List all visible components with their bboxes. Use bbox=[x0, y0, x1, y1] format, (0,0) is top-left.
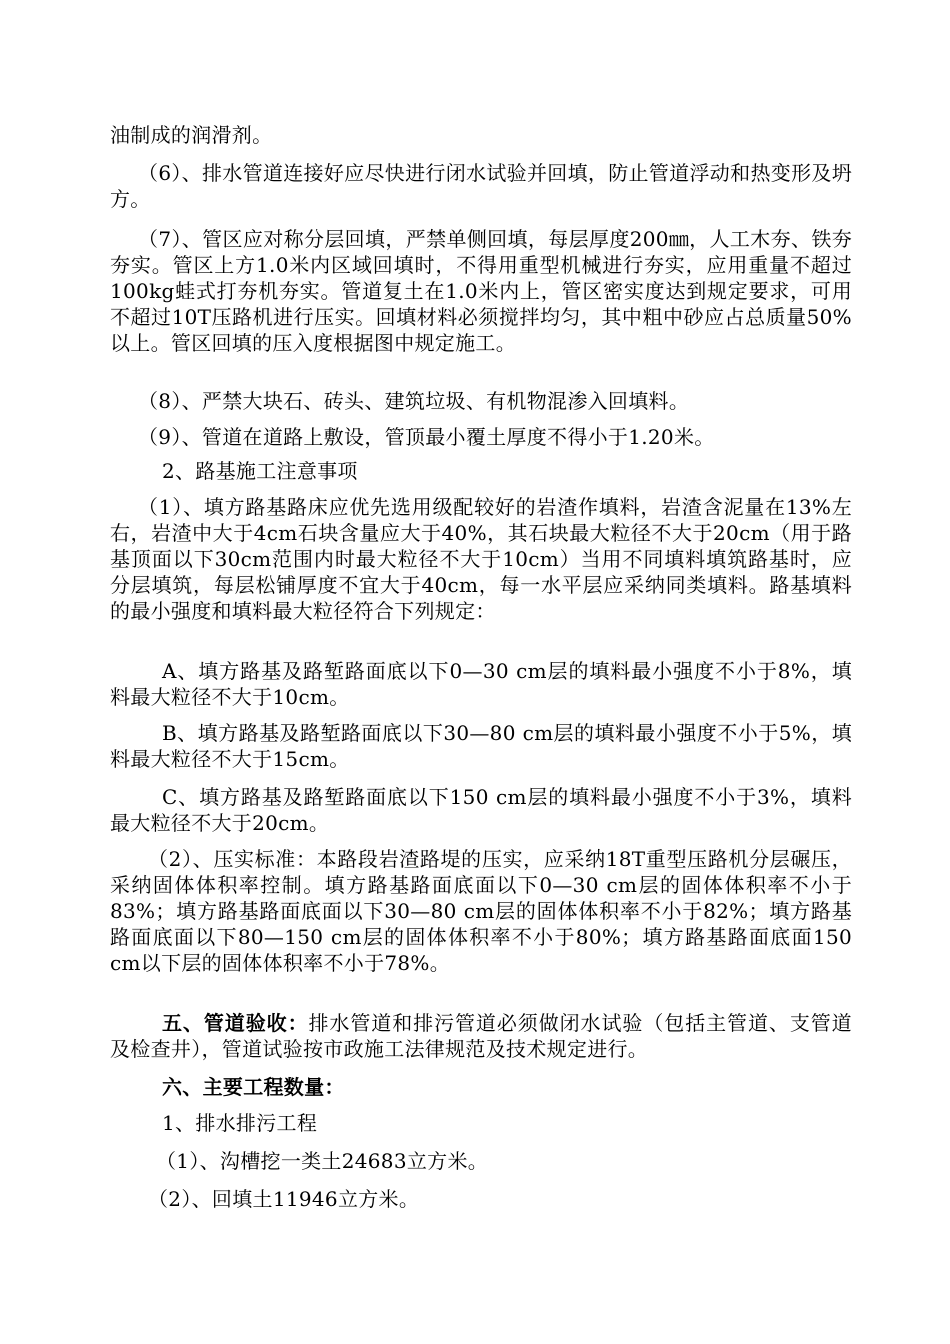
list-item: （2）、回填土11946立方米。 bbox=[148, 1187, 420, 1211]
paragraph: （7）、管区应对称分层回填，严禁单侧回填，每层厚度200㎜，人工木夯、铁夯夯实。管区上方1.0米内区域回填时，不得用重型机械进行夯实，应用重量不超过100kg蛙式打夯机夯实。管道复土在1.0米内上，管区密实度达到规定要求，可用不超过10T压路机进行压实。回填材料必须搅拌均匀，其中粗中砂应占总质量50%以上。管区回填的压入度根据图中规定施工。 bbox=[110, 227, 852, 355]
paragraph-text: 排水管道和排污管道必须做闭水试验（包括主管道、支管道及检查井），管道试验按市政施工法律规范及技术规定进行。 bbox=[110, 1011, 852, 1061]
paragraph: 油制成的润滑剂。 bbox=[110, 123, 273, 147]
subsection-heading: 1、排水排污工程 bbox=[162, 1111, 318, 1135]
section-heading: 五、管道验收： bbox=[162, 1011, 309, 1035]
paragraph: B、填方路基及路堑路面底以下30—80 cm层的填料最小强度不小于5%，填料最大粒径不大于15cm。 bbox=[110, 721, 852, 771]
paragraph bbox=[110, 1010, 852, 1062]
list-item: （1）、沟槽挖一类土24683立方米。 bbox=[156, 1149, 489, 1173]
paragraph: （8）、严禁大块石、砖头、建筑垃圾、有机物混渗入回填料。 bbox=[138, 389, 690, 413]
paragraph: A、填方路基及路堑路面底以下0—30 cm层的填料最小强度不小于8%，填料最大粒径不大于10cm。 bbox=[110, 659, 852, 709]
paragraph: （6）、排水管道连接好应尽快进行闭水试验并回填，防止管道浮动和热变形及坍方。 bbox=[110, 161, 852, 211]
paragraph: （2）、压实标准：本路段岩渣路堤的压实，应采纳18T重型压路机分层碾压，采纳固体体积率控制。填方路基路面底面以下0—30 cm层的固体体积率不小于83%；填方路基路面底面以下30—80 cm层的固体体积率不小于82%；填方路基路面底面以下80—150 cm层的固体体积率不小于80%；填方路基路面底面150 cm以下层的固体体积率不小于78%。 bbox=[110, 847, 852, 975]
section-heading: 六、主要工程数量： bbox=[162, 1075, 345, 1099]
paragraph: （1）、填方路基路床应优先选用级配较好的岩渣作填料，岩渣含泥量在13%左右，岩渣中大于4cm石块含量应大于40%，其石块最大粒径不大于20cm（用于路基顶面以下30cm范围内时最大粒径不大于10cm）当用不同填料填筑路基时，应分层填筑，每层松铺厚度不宜大于40cm，每一水平层应采纳同类填料。路基填料的最小强度和填料最大粒径符合下列规定： bbox=[110, 495, 852, 623]
paragraph: C、填方路基及路堑路面底以下150 cm层的填料最小强度不小于3%，填料最大粒径不大于20cm。 bbox=[110, 785, 852, 835]
paragraph: （9）、管道在道路上敷设，管顶最小覆土厚度不得小于1.20米。 bbox=[138, 425, 715, 449]
section-heading: 2、路基施工注意事项 bbox=[162, 459, 358, 483]
